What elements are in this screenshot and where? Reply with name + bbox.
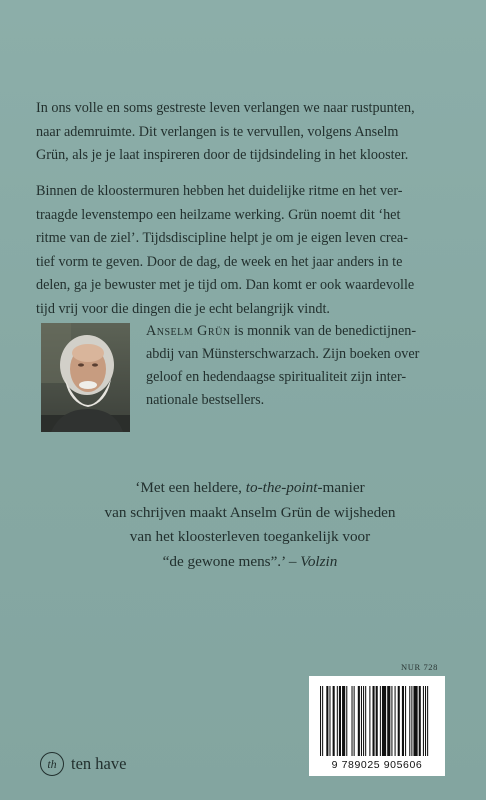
blurb-line: In ons volle en soms gestreste leven verlangen we naar rustpunten, xyxy=(36,100,415,116)
bio-line: geloof en hedendaagse spiritualiteit zijn inter- xyxy=(146,369,407,385)
blurb-paragraph-2 xyxy=(36,180,456,321)
quote-line: van schrijven maakt Anselm Grün de wijsheden xyxy=(104,503,396,521)
review-quote xyxy=(40,476,460,574)
isbn-number: 9 789025 905606 xyxy=(331,759,423,771)
publisher-logo-icon: th xyxy=(40,752,64,776)
blurb-line: Grün, als je je laat inspireren door de tijdsindeling in het klooster. xyxy=(36,147,409,163)
blurb-line: delen, ga je bewuster met je tijd om. Dan komt er ook waardevolle xyxy=(36,277,415,293)
publisher-name: ten have xyxy=(71,754,127,773)
blurb-line: traagde levenstempo een heilzame werking. Grün noemt dit ‘het xyxy=(36,206,401,223)
blurb-line: Binnen de kloostermuren hebben het duidelijke ritme en het ver- xyxy=(36,183,403,199)
blurb-line: tijd vrij voor die dingen die je echt belangrijk vindt. xyxy=(36,300,330,317)
blurb-paragraph-1 xyxy=(36,97,456,168)
blurb-line: ritme van de ziel’. Tijdsdiscipline helpt je om je eigen leven crea- xyxy=(36,230,408,246)
barcode xyxy=(309,676,445,776)
nur-code: NUR 728 xyxy=(400,662,438,672)
quote-line: “de gewone mens”.’ – xyxy=(162,552,301,570)
bio-line: abdij van Münsterschwarzach. Zijn boeken over xyxy=(146,346,420,362)
bio-line: nationale bestsellers. xyxy=(146,392,265,408)
quote-emphasis: to-the-point xyxy=(245,479,318,496)
author-bio xyxy=(146,320,458,412)
bio-line: is monnik van de benedictijnen- xyxy=(230,323,417,339)
blurb-line: naar ademruimte. Dit verlangen is te vervullen, volgens Anselm xyxy=(36,123,399,140)
author-name: Anselm Grün xyxy=(146,323,231,339)
author-portrait-image xyxy=(41,323,130,432)
barcode-bars xyxy=(318,686,436,756)
quote-line: ‘Met een heldere, xyxy=(135,479,246,496)
publisher xyxy=(40,752,126,776)
quote-source: Volzin xyxy=(300,552,338,570)
blurb-line: tief vorm te geven. Door de dag, de week en het jaar anders in te xyxy=(36,253,403,270)
quote-line: van het kloosterleven toegankelijk voor xyxy=(129,528,371,545)
author-photo xyxy=(41,323,130,432)
quote-line: -manier xyxy=(317,479,365,496)
